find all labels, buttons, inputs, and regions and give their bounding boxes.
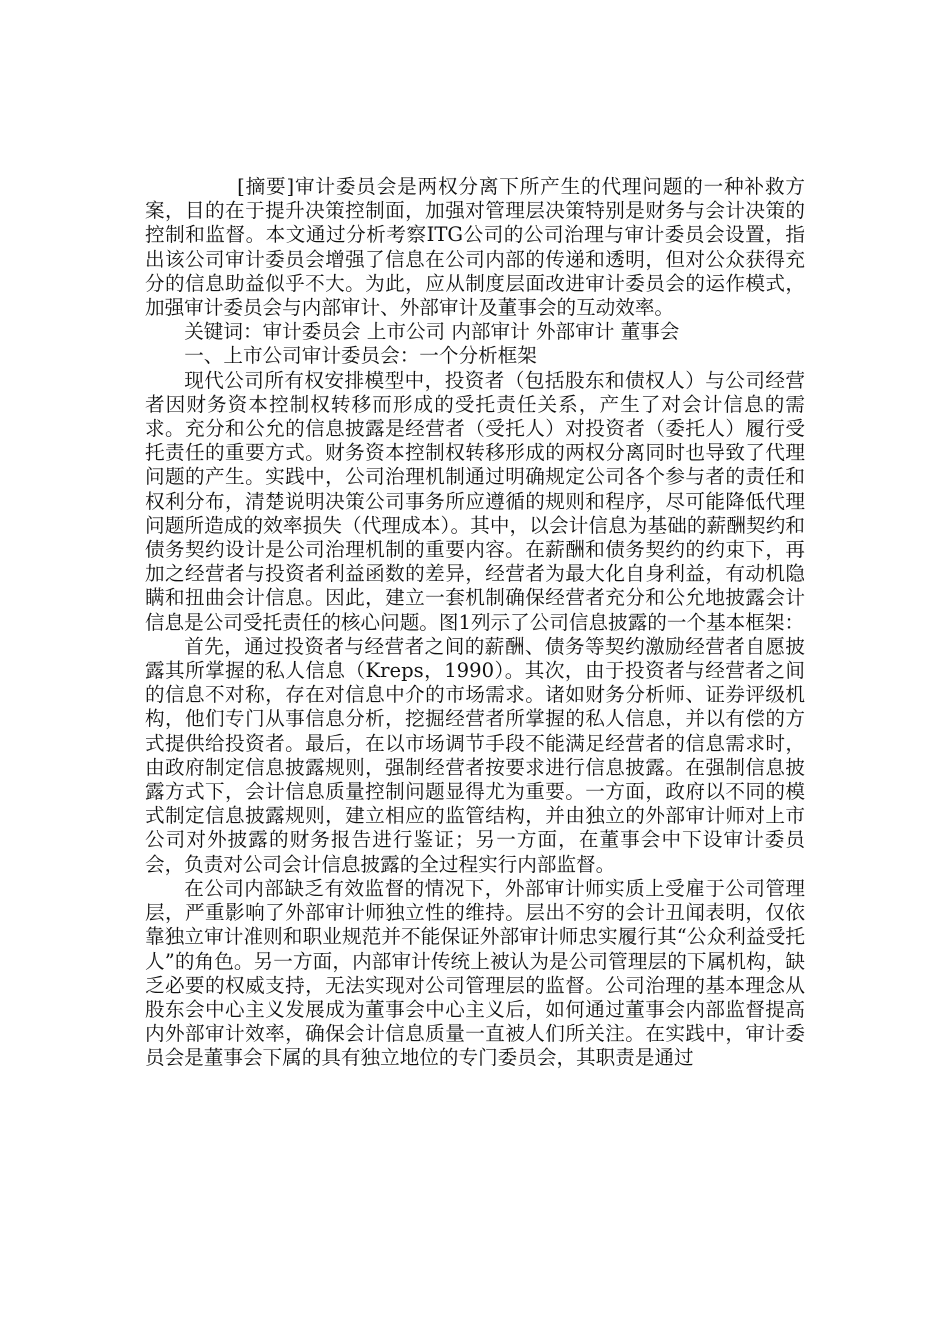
body-paragraph-3: 在公司内部缺乏有效监督的情况下，外部审计师实质上受雇于公司管理层，严重影响了外部审计师独立性的维持。层出不穷的会计丑闻表明，仅依靠独立审计准则和职业规范并不能保证外部审计师忠实履行其“公众利益受托人”的角色。另一方面，内部审计传统上被认为是公司管理层的下属机构，缺乏必要的权威支持，无法实现对公司管理层的监督。公司治理的基本理念从股东会中心主义发展成为董事会中心主义后，如何通过董事会内部监督提高内外部审计效率，确保会计信息质量一直被人们所关注。在实践中，审计委员会是董事会下属的具有独立地位的专门委员会，其职责是通过: [145, 876, 805, 1070]
body-paragraph-1: 现代公司所有权安排模型中，投资者（包括股东和债权人）与公司经营者因财务资本控制权转移而形成的受托责任关系，产生了对会计信息的需求。充分和公允的信息披露是经营者（受托人）对投资者（委托人）履行受托责任的重要方式。财务资本控制权转移形成的两权分离同时也导致了代理问题的产生。实践中，公司治理机制通过明确规定公司各个参与者的责任和权利分布，清楚说明决策公司事务所应遵循的规则和程序，尽可能降低代理问题所造成的效率损失（代理成本）。其中，以会计信息为基础的薪酬契约和债务契约设计是公司治理机制的重要内容。在薪酬和债务契约的约束下，再加之经营者与投资者利益函数的差异，经营者为最大化自身利益，有动机隐瞒和扭曲会计信息。因此，建立一套机制确保经营者充分和公允地披露会计信息是公司受托责任的核心问题。图1列示了公司信息披露的一个基本框架：: [145, 368, 805, 634]
body-paragraph-2: 首先，通过投资者与经营者之间的薪酬、债务等契约激励经营者自愿披露其所掌握的私人信息（Kreps，1990）。其次，由于投资者与经营者之间的信息不对称，存在对信息中介的市场需求。诸如财务分析师、证券评级机构，他们专门从事信息分析，挖掘经营者所掌握的私人信息，并以有偿的方式提供给投资者。最后，在以市场调节手段不能满足经营者的信息需求时，由政府制定信息披露规则，强制经营者按要求进行信息披露。在强制信息披露方式下，会计信息质量控制问题显得尤为重要。一方面，政府以不同的模式制定信息披露规则，建立相应的监管结构，并由独立的外部审计师对上市公司对外披露的财务报告进行鉴证；另一方面，在董事会中下设审计委员会，负责对公司会计信息披露的全过程实行内部监督。: [145, 634, 805, 876]
section-heading: 一、上市公司审计委员会：一个分析框架: [184, 344, 537, 368]
keywords-line: 关键词：审计委员会 上市公司 内部审计 外部审计 董事会: [184, 320, 680, 344]
document-page: [145, 175, 805, 1071]
abstract-paragraph: [摘要]审计委员会是两权分离下所产生的代理问题的一种补救方案，目的在于提升决策控制面，加强对管理层决策特别是财务与会计决策的控制和监督。本文通过分析考察ITG公司的公司治理与审计委员会设置，指出该公司审计委员会增强了信息在公司内部的传递和透明，但对公众获得充分的信息助益似乎不大。为此，应从制度层面改进审计委员会的运作模式，加强审计委员会与内部审计、外部审计及董事会的互动效率。: [145, 175, 805, 320]
